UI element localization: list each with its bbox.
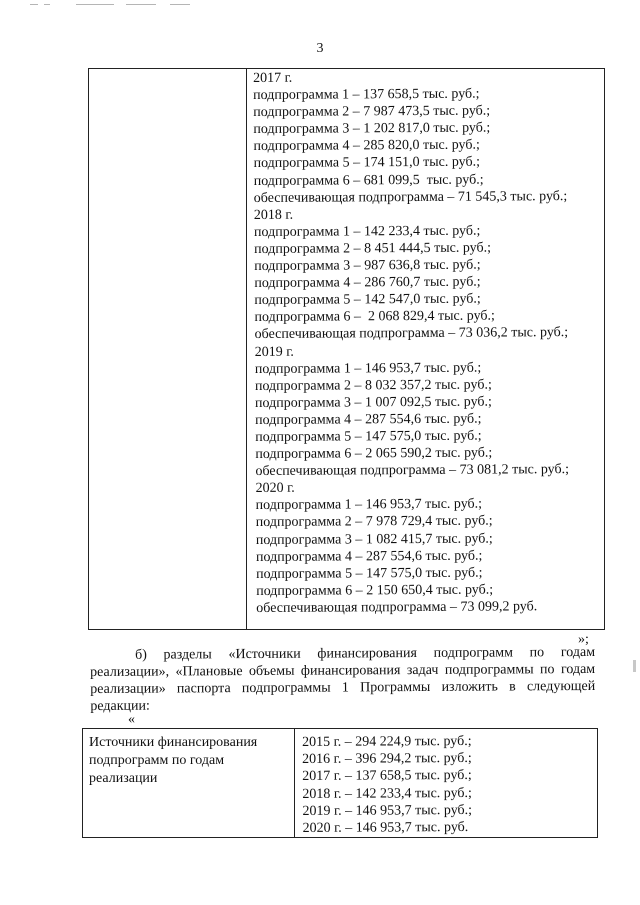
text-line: подпрограмма 6 – 681 099,5 тыс. руб.; <box>253 172 484 189</box>
text-line: подпрограмма 2 – 7 987 473,5 тыс. руб.; <box>253 103 491 121</box>
scan-artifact-marks <box>30 4 200 7</box>
text-line: 2019 г. – 146 953,7 тыс. руб.; <box>302 802 473 819</box>
text-line: подпрограмма 2 – 8 451 444,5 тыс. руб.; <box>254 240 492 257</box>
text-line: обеспечивающая подпрограмма – 71 545,3 тыс. руб.; <box>253 188 568 206</box>
funding-sources-label: Источники финансирования подпрограмм по годам реализации <box>89 735 258 786</box>
text-line: подпрограмма 6 – 2 068 829,4 тыс. руб.; <box>254 308 495 326</box>
text-line: подпрограмма 1 – 137 658,5 тыс. руб.; <box>253 86 480 104</box>
text-line: обеспечивающая подпрограмма – 73 099,2 руб. <box>256 599 538 616</box>
text-line: подпрограмма 4 – 287 554,6 тыс. руб.; <box>255 411 482 428</box>
text-line: 2015 г. – 294 224,9 тыс. руб.; <box>302 733 472 750</box>
text-line: подпрограмма 3 – 1 202 817,0 тыс. руб.; <box>253 120 491 138</box>
text-line: 2018 г. <box>253 207 294 223</box>
text-line: обеспечивающая подпрограмма – 73 036,2 тыс. руб.; <box>254 325 569 343</box>
text-line: подпрограмма 3 – 987 636,8 тыс. руб.; <box>254 257 481 275</box>
text-line: подпрограмма 3 – 1 082 415,7 тыс. руб.; <box>255 531 493 548</box>
text-line: подпрограмма 4 – 285 820,0 тыс. руб.; <box>253 137 480 155</box>
text-line: 2020 г. <box>255 481 295 497</box>
text-line: 2017 г. <box>253 70 293 86</box>
funding-lines <box>253 68 570 617</box>
opening-quote: « <box>128 712 135 727</box>
text-line: подпрограмма 5 – 174 151,0 тыс. руб.; <box>253 155 481 172</box>
text-line: подпрограмма 5 – 147 575,0 тыс. руб.; <box>255 428 482 445</box>
text-line: 2019 г. <box>254 344 294 360</box>
text-line: 2018 г. – 142 233,4 тыс. руб.; <box>302 785 472 802</box>
amendment-paragraph: б) разделы «Источники финансирования подпрограмм по годам реализации», «Плановые объемы финансирования задач подпрограммы по годам реализации» паспорта подпрограммы 1 Программы изложить в следующей редакции: <box>90 644 596 714</box>
text-line: подпрограмма 3 – 1 007 092,5 тыс. руб.; <box>254 394 492 411</box>
text-line: обеспечивающая подпрограмма – 73 081,2 тыс. руб.; <box>255 462 570 480</box>
text-line: 2017 г. – 137 658,5 тыс. руб.; <box>302 768 472 785</box>
subprogram-funding-sources-table <box>82 728 598 838</box>
text-line: подпрограмма 6 – 2 065 590,2 тыс. руб.; <box>255 445 493 463</box>
text-line: подпрограмма 1 – 142 233,4 тыс. руб.; <box>253 223 481 240</box>
text-line: подпрограмма 4 – 286 760,7 тыс. руб.; <box>254 274 481 292</box>
text-line: 2020 г. – 146 953,7 тыс. руб. <box>302 819 469 836</box>
table-column-divider <box>246 69 247 629</box>
page-number: 3 <box>316 41 324 56</box>
table-column-divider <box>294 729 295 837</box>
scan-edge-mark <box>633 660 636 672</box>
funding-by-year-table <box>88 68 605 630</box>
text-line: подпрограмма 5 – 142 547,0 тыс. руб.; <box>254 291 481 309</box>
text-line: подпрограмма 4 – 287 554,6 тыс. руб.; <box>255 548 483 565</box>
text-line: 2016 г. – 396 294,2 тыс. руб.; <box>302 751 472 768</box>
text-line: подпрограмма 6 – 2 150 650,4 тыс. руб.; <box>256 582 494 599</box>
text-line: подпрограмма 2 – 7 978 729,4 тыс. руб.; <box>255 513 493 531</box>
text-line: подпрограмма 1 – 146 953,7 тыс. руб.; <box>254 360 482 377</box>
funding-years-list <box>302 733 472 837</box>
text-line: подпрограмма 5 – 147 575,0 тыс. руб.; <box>256 565 483 582</box>
closing-quote: »; <box>578 632 589 647</box>
text-line: подпрограмма 2 – 8 032 357,2 тыс. руб.; <box>254 377 492 394</box>
text-line: подпрограмма 1 – 146 953,7 тыс. руб.; <box>255 496 483 514</box>
